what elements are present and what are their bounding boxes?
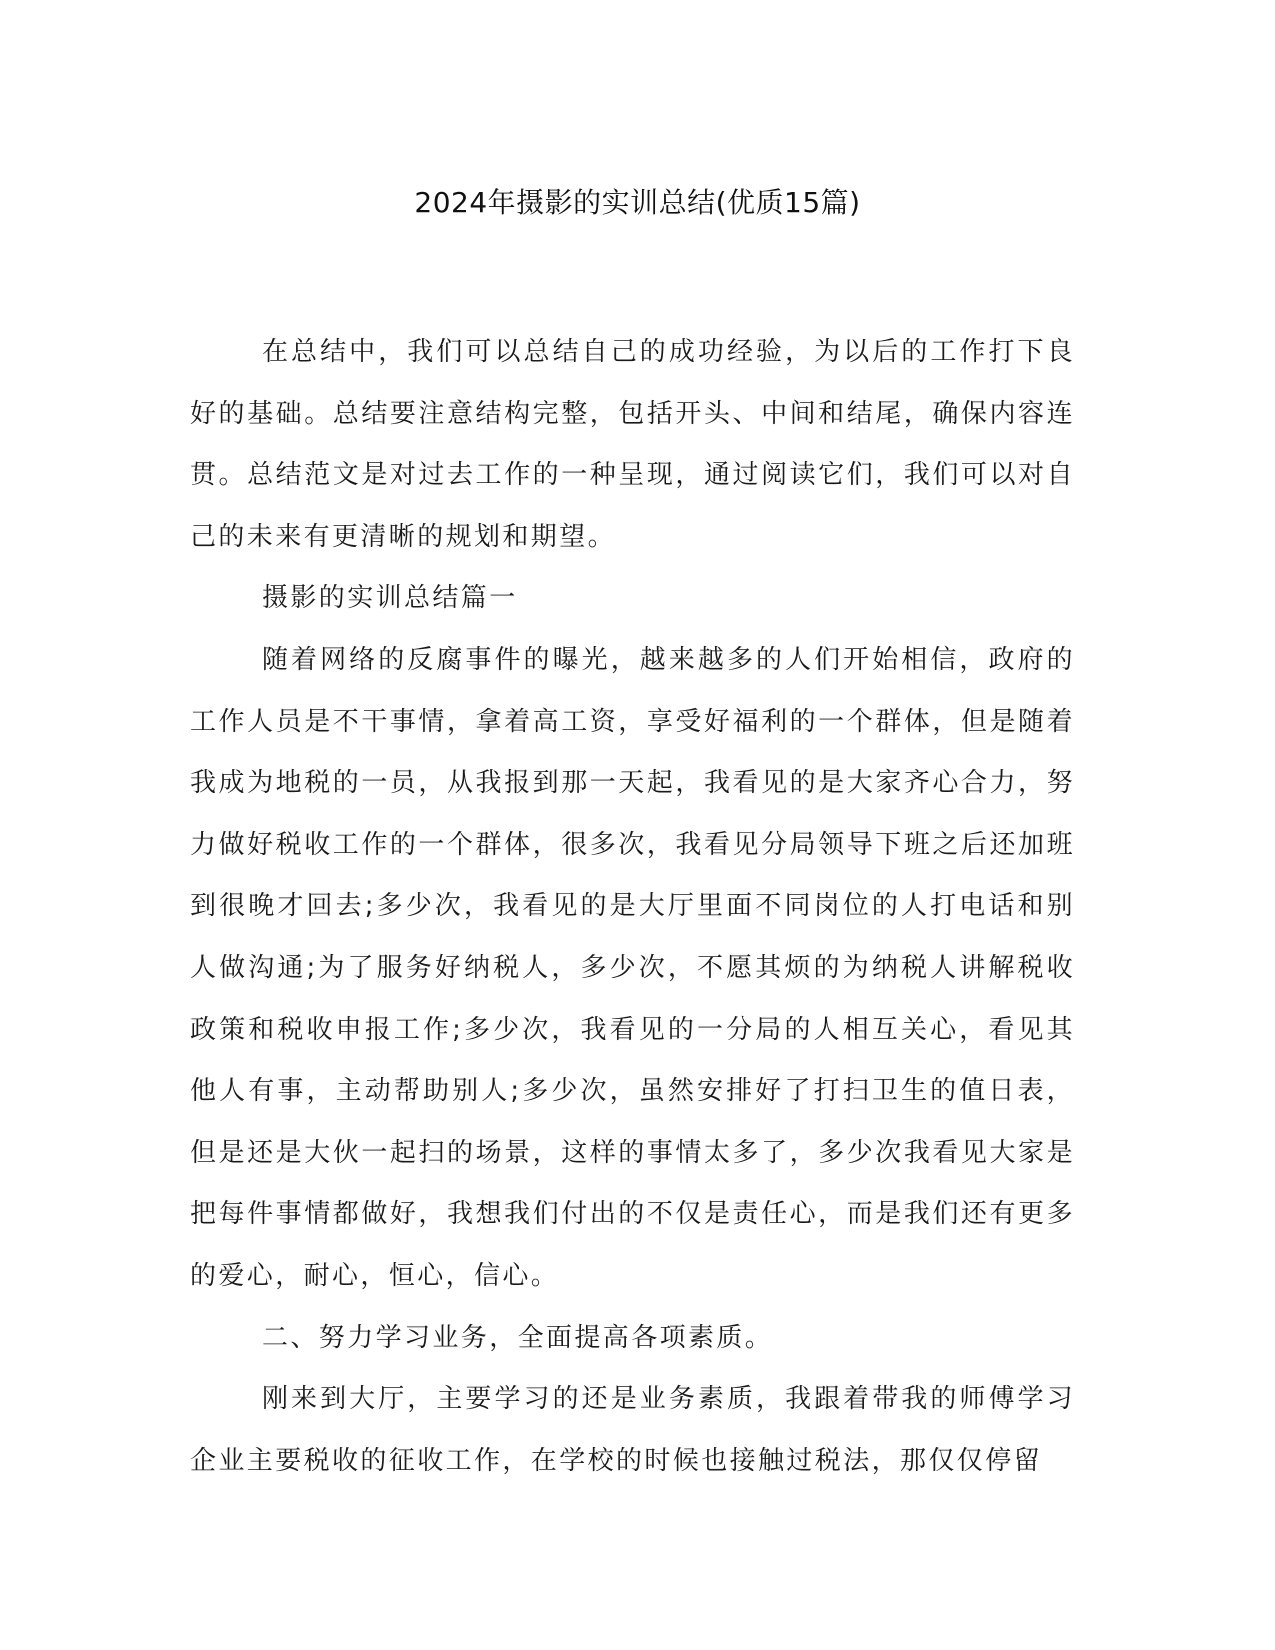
- intro-paragraph: 在总结中，我们可以总结自己的成功经验，为以后的工作打下良好的基础。总结要注意结构完整，包括开头、中间和结尾，确保内容连贯。总结范文是对过去工作的一种呈现，通过阅读它们，我们可以对自己的未来有更清晰的规划和期望。: [190, 337, 1075, 552]
- document-title: 2024年摄影的实训总结(优质15篇): [414, 186, 861, 219]
- section-subheading: 二、努力学习业务，全面提高各项素质。: [262, 1322, 774, 1353]
- body-paragraph: 刚来到大厅，主要学习的还是业务素质，我跟着带我的师傅学习企业主要税收的征收工作，在学校的时候也接触过税法，那仅仅停留: [190, 1384, 1075, 1476]
- body-paragraph: 随着网络的反腐事件的曝光，越来越多的人们开始相信，政府的工作人员是不干事情，拿着高工资，享受好福利的一个群体，但是随着我成为地税的一员，从我报到那一天起，我看见的是大家齐心合力，努力做好税收工作的一个群体，很多次，我看见分局领导下班之后还加班到很晚才回去;多少次，我看见的是大厅里面不同岗位的人打电话和别人做沟通;为了服务好纳税人，多少次，不愿其烦的为纳税人讲解税收政策和税收申报工作;多少次，我看见的一分局的人相互关心，看见其他人有事，主动帮助别人;多少次，虽然安排好了打扫卫生的值日表，但是还是大伙一起扫的场景，这样的事情太多了，多少次我看见大家是把每件事情都做好，我想我们付出的不仅是责任心，而是我们还有更多的爱心，耐心，恒心，信心。: [190, 644, 1075, 1291]
- document-body: [190, 322, 1075, 1492]
- section-heading: 摄影的实训总结篇一: [262, 583, 518, 614]
